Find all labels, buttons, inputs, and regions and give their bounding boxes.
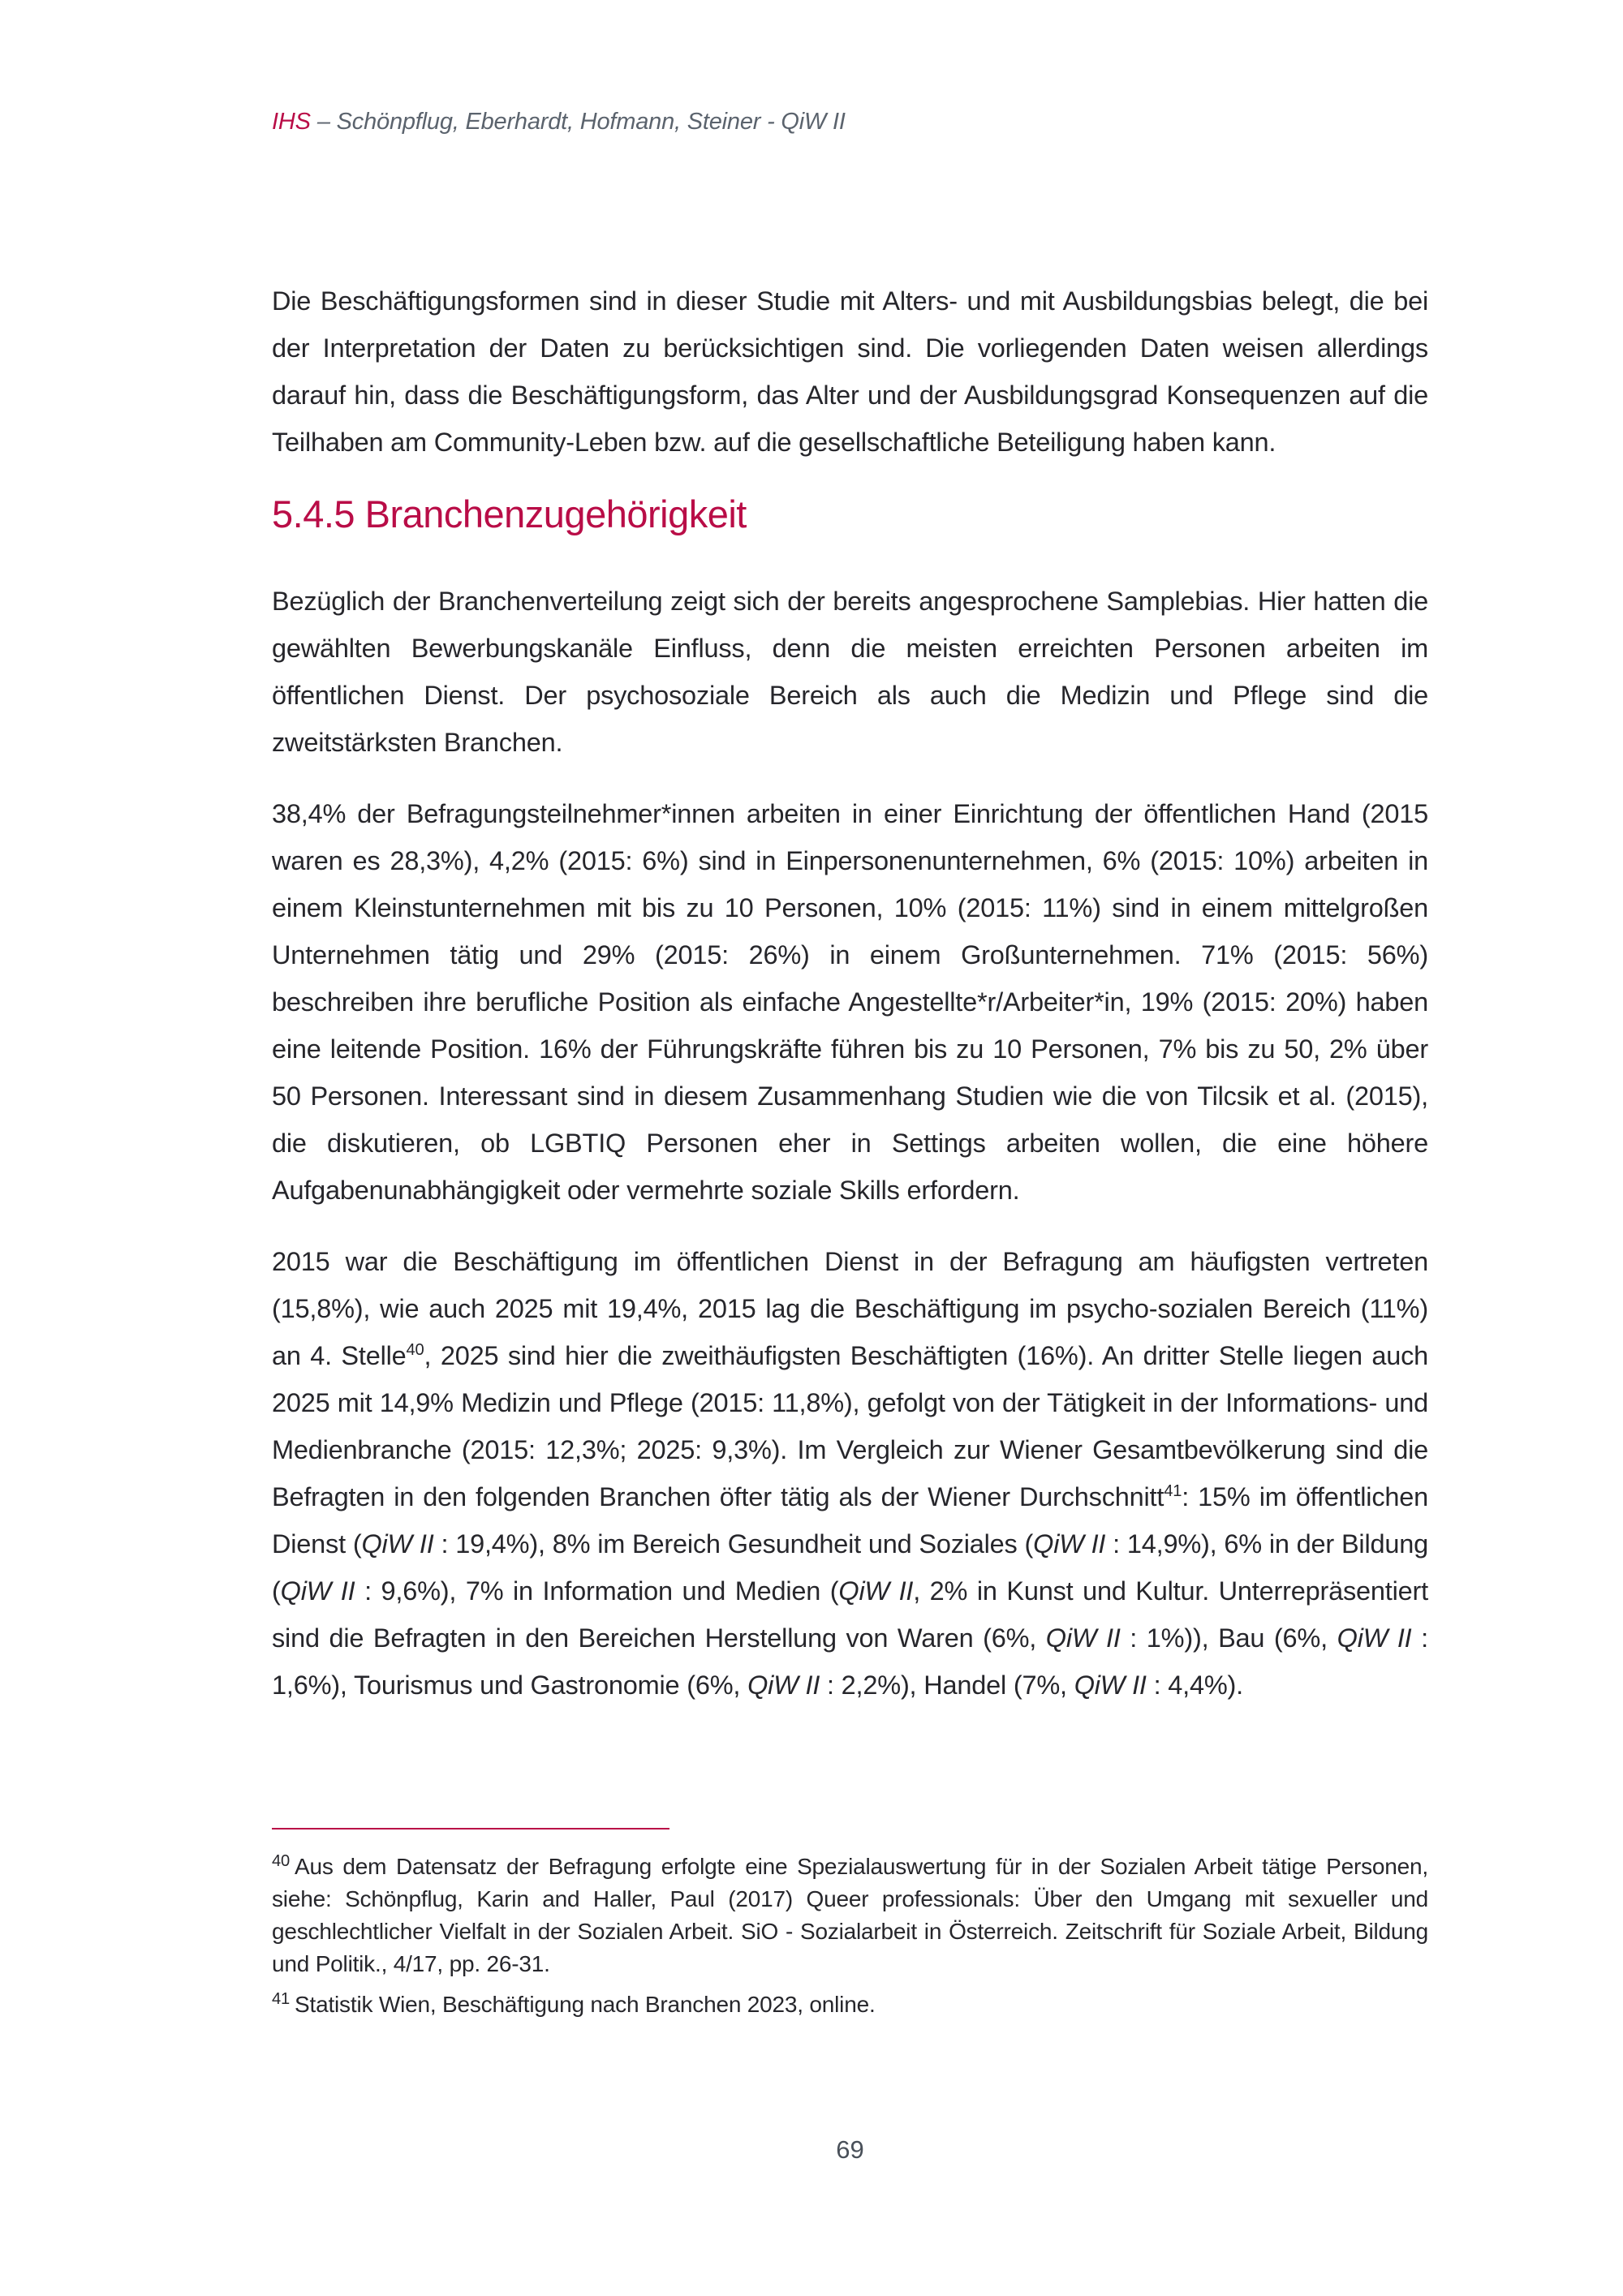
paragraph: 2015 war die Beschäftigung im öffentlichen Dienst in der Befragung am häufigsten vertreten (15,8%), wie auch 2025 mit 19,4%, 2015 lag die Beschäftigung im psycho-sozialen Bereich (11%) an 4. Stelle$^{40}$, 2025 sind hier die zweithäufigsten Beschäftigten (16%). An dritter Stelle liegen auch 2025 mit 14,9% Medizin und Pflege (2015: 11,8%), gefolgt von der Tätigkeit in der Informations- und Medienbranche (2015: 12,3%; 2025: 9,3%). Im Vergleich zur Wiener Gesamtbevölkerung sind die Befragten in den folgenden Branchen öfter tätig als der Wiener Durchschnitt$^{41}$: 15% im öffentlichen Dienst (QiW II : 19,4%), 8% im Bereich Gesundheit und Soziales (QiW II : 14,9%), 6% in der Bildung (QiW II : 9,6%), 7% in Information und Medien (QiW II, 2% in Kunst und Kultur. Unterrepräsentiert sind die Befragten in den Bereichen Herstellung von Waren (6%, QiW II : 1%)), Bau (6%, QiW II : 1,6%), Tourismus und Gastronomie (6%, QiW II : 2,2%), Handel (7%, QiW II : 4,4%). xyxy=(272,1247,1428,1700)
footnote-text: Aus dem Datensatz der Befragung erfolgte eine Spezialauswertung für in der Sozialen Arbeit tätige Personen, siehe: Schönpflug, Karin and Haller, Paul (2017) Queer professionals: Über den Umgang mit sexueller und geschlechtlicher Vielfalt in der Sozialen Arbeit. SiO - Sozialarbeit in Österreich. Zeitschrift für Soziale Arbeit, Bildung und Politik., 4/17, pp. 26-31. xyxy=(272,1854,1428,1976)
paragraph: 38,4% der Befragungsteilnehmer*innen arbeiten in einer Einrichtung der öffentlichen Hand (2015 waren es 28,3%), 4,2% (2015: 6%) sind in Einpersonenunternehmen, 6% (2015: 10%) arbeiten in einem Kleinstunternehmen mit bis zu 10 Personen, 10% (2015: 11%) sind in einem mittelgroßen Unternehmen tätig und 29% (2015: 26%) in einem Großunternehmen. 71% (2015: 56%) beschreiben ihre berufliche Position als einfache Angestellte*r/Arbeiter*in, 19% (2015: 20%) haben eine leitende Position. 16% der Führungskräfte führen bis zu 10 Personen, 7% bis zu 50, 2% über 50 Personen. Interessant sind in diesem Zusammenhang Studien wie die von Tilcsik et al. (2015), die diskutieren, ob LGBTIQ Personen eher in Settings arbeiten wollen, die eine höhere Aufgabenunabhängigkeit oder vermehrte soziale Skills erfordern. xyxy=(272,799,1428,1205)
body-text xyxy=(272,277,1428,1733)
page-number: 69 xyxy=(836,2135,864,2164)
header-authors: – Schönpflug, Eberhardt, Hofmann, Steiner - QiW II xyxy=(316,109,846,135)
footnote-number: 40 xyxy=(272,1851,291,1870)
footnote xyxy=(272,1989,1428,2021)
footnote-separator-rule xyxy=(272,1828,669,1829)
footnote-list xyxy=(272,1851,1428,2021)
header-brand: IHS xyxy=(272,109,311,135)
footnote-number: 41 xyxy=(272,1989,291,2008)
paragraph: Die Beschäftigungsformen sind in dieser Studie mit Alters- und mit Ausbildungsbias belegt, die bei der Interpretation der Daten zu berücksichtigen sind. Die vorliegenden Daten weisen allerdings darauf hin, dass die Beschäftigungsform, das Alter und der Ausbildungsgrad Konsequenzen auf die Teilhaben am Community-Leben bzw. auf die gesellschaftliche Beteiligung haben kann. xyxy=(272,286,1428,457)
section-paragraphs xyxy=(272,578,1428,1709)
footnote xyxy=(272,1851,1428,1980)
section-heading: 5.4.5 Branchenzugehörigkeit xyxy=(272,492,747,535)
paragraph: Bezüglich der Branchenverteilung zeigt sich der bereits angesprochene Samplebias. Hier hatten die gewählten Bewerbungskanäle Einfluss, denn die meisten erreichten Personen arbeiten im öffentlichen Dienst. Der psychosoziale Bereich als auch die Medizin und Pflege sind die zweitstärksten Branchen. xyxy=(272,587,1428,757)
footnote-text: Statistik Wien, Beschäftigung nach Branchen 2023, online. xyxy=(295,1992,876,2017)
intro-paragraphs xyxy=(272,277,1428,466)
footnote-area xyxy=(272,1828,1428,2029)
running-header xyxy=(272,109,1428,135)
